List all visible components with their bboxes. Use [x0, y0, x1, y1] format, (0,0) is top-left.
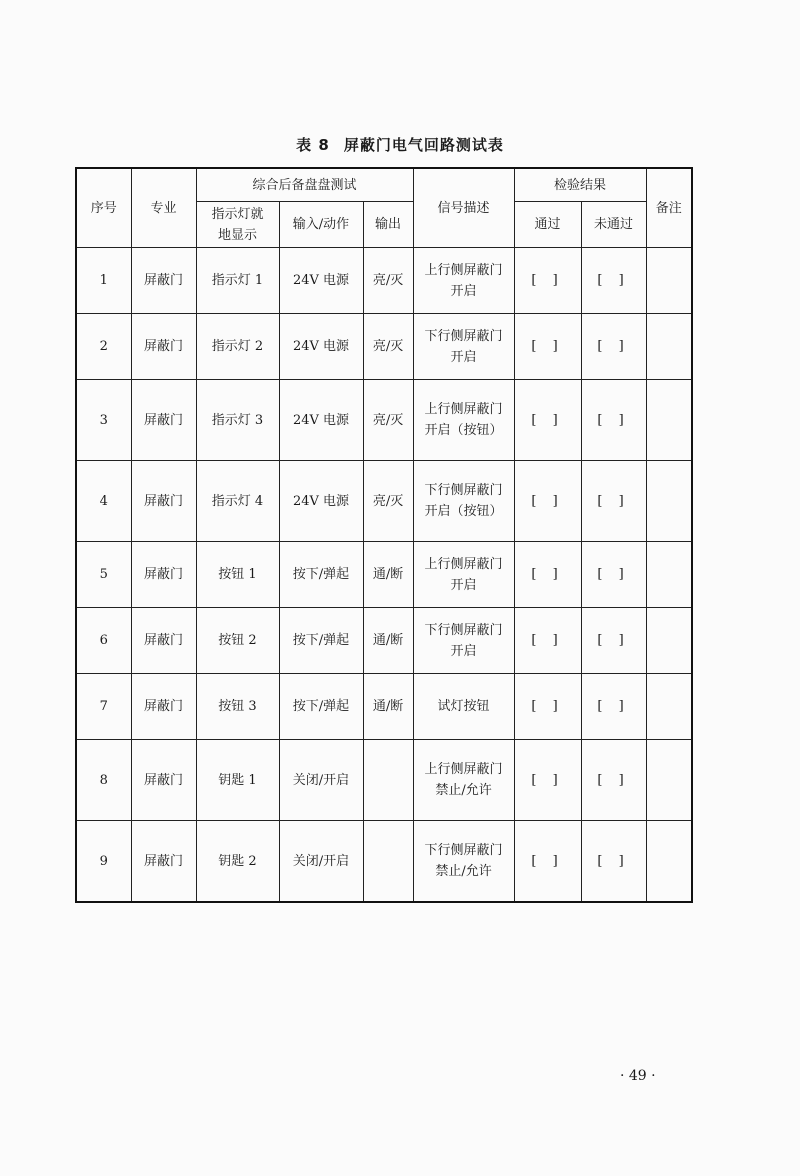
cell-input: 按下/弹起 — [279, 608, 363, 674]
cell-indicator: 指示灯 1 — [196, 248, 279, 314]
cell-signal: 上行侧屏蔽门开启（按钮） — [413, 380, 514, 461]
cell-seq: 1 — [76, 248, 131, 314]
cell-seq: 5 — [76, 542, 131, 608]
cell-output: 亮/灭 — [363, 380, 413, 461]
cell-indicator: 按钮 2 — [196, 608, 279, 674]
cell-remark — [646, 314, 692, 380]
header-output: 输出 — [363, 202, 413, 248]
header-panel-test: 综合后备盘盘测试 — [196, 168, 413, 202]
header-seq: 序号 — [76, 168, 131, 248]
header-indicator: 指示灯就地显示 — [196, 202, 279, 248]
cell-discipline: 屏蔽门 — [131, 542, 196, 608]
cell-output: 通/断 — [363, 542, 413, 608]
cell-signal: 下行侧屏蔽门禁止/允许 — [413, 821, 514, 903]
header-pass: 通过 — [514, 202, 581, 248]
cell-output: 通/断 — [363, 608, 413, 674]
cell-remark — [646, 740, 692, 821]
cell-pass[interactable]: [ ] — [514, 740, 581, 821]
cell-indicator: 指示灯 2 — [196, 314, 279, 380]
cell-output — [363, 740, 413, 821]
cell-seq: 6 — [76, 608, 131, 674]
cell-remark — [646, 461, 692, 542]
cell-remark — [646, 248, 692, 314]
table-row — [76, 248, 692, 314]
table-title — [0, 134, 800, 155]
cell-fail[interactable]: [ ] — [581, 674, 646, 740]
table-row — [76, 461, 692, 542]
cell-discipline: 屏蔽门 — [131, 461, 196, 542]
cell-remark — [646, 674, 692, 740]
cell-indicator: 钥匙 1 — [196, 740, 279, 821]
cell-signal: 上行侧屏蔽门开启 — [413, 248, 514, 314]
cell-seq: 8 — [76, 740, 131, 821]
header-fail: 未通过 — [581, 202, 646, 248]
cell-discipline: 屏蔽门 — [131, 608, 196, 674]
cell-remark — [646, 608, 692, 674]
cell-discipline: 屏蔽门 — [131, 674, 196, 740]
cell-discipline: 屏蔽门 — [131, 740, 196, 821]
cell-fail[interactable]: [ ] — [581, 740, 646, 821]
cell-output: 通/断 — [363, 674, 413, 740]
cell-pass[interactable]: [ ] — [514, 608, 581, 674]
cell-pass[interactable]: [ ] — [514, 248, 581, 314]
cell-output: 亮/灭 — [363, 248, 413, 314]
cell-seq: 3 — [76, 380, 131, 461]
table-number: 表 8 — [296, 136, 330, 154]
cell-fail[interactable]: [ ] — [581, 461, 646, 542]
cell-pass[interactable]: [ ] — [514, 674, 581, 740]
header-row — [76, 168, 692, 202]
cell-input: 按下/弹起 — [279, 674, 363, 740]
cell-output — [363, 821, 413, 903]
cell-input: 24V 电源 — [279, 248, 363, 314]
cell-seq: 4 — [76, 461, 131, 542]
cell-pass[interactable]: [ ] — [514, 542, 581, 608]
header-result: 检验结果 — [514, 168, 646, 202]
cell-discipline: 屏蔽门 — [131, 380, 196, 461]
table-row — [76, 821, 692, 903]
cell-indicator: 按钮 1 — [196, 542, 279, 608]
cell-output: 亮/灭 — [363, 314, 413, 380]
cell-input: 按下/弹起 — [279, 542, 363, 608]
cell-signal: 下行侧屏蔽门开启 — [413, 314, 514, 380]
cell-fail[interactable]: [ ] — [581, 542, 646, 608]
cell-discipline: 屏蔽门 — [131, 314, 196, 380]
cell-seq: 7 — [76, 674, 131, 740]
cell-seq: 2 — [76, 314, 131, 380]
page-number: · 49 · — [620, 1068, 656, 1084]
table-row — [76, 674, 692, 740]
table-row — [76, 608, 692, 674]
cell-pass[interactable]: [ ] — [514, 380, 581, 461]
cell-input: 关闭/开启 — [279, 821, 363, 903]
table-row — [76, 380, 692, 461]
table-row — [76, 542, 692, 608]
header-remark: 备注 — [646, 168, 692, 248]
cell-signal: 上行侧屏蔽门开启 — [413, 542, 514, 608]
cell-signal: 上行侧屏蔽门禁止/允许 — [413, 740, 514, 821]
cell-input: 24V 电源 — [279, 461, 363, 542]
header-discipline: 专业 — [131, 168, 196, 248]
cell-input: 24V 电源 — [279, 380, 363, 461]
cell-pass[interactable]: [ ] — [514, 461, 581, 542]
cell-input: 24V 电源 — [279, 314, 363, 380]
cell-signal: 下行侧屏蔽门开启 — [413, 608, 514, 674]
cell-input: 关闭/开启 — [279, 740, 363, 821]
cell-signal: 下行侧屏蔽门开启（按钮） — [413, 461, 514, 542]
cell-fail[interactable]: [ ] — [581, 248, 646, 314]
cell-signal: 试灯按钮 — [413, 674, 514, 740]
cell-fail[interactable]: [ ] — [581, 608, 646, 674]
cell-remark — [646, 821, 692, 903]
cell-remark — [646, 380, 692, 461]
cell-seq: 9 — [76, 821, 131, 903]
cell-output: 亮/灭 — [363, 461, 413, 542]
table-row — [76, 740, 692, 821]
cell-indicator: 指示灯 3 — [196, 380, 279, 461]
test-table — [75, 167, 693, 903]
cell-indicator: 指示灯 4 — [196, 461, 279, 542]
cell-fail[interactable]: [ ] — [581, 314, 646, 380]
cell-indicator: 按钮 3 — [196, 674, 279, 740]
cell-pass[interactable]: [ ] — [514, 821, 581, 903]
table-title-text: 屏蔽门电气回路测试表 — [343, 136, 504, 154]
cell-remark — [646, 542, 692, 608]
cell-discipline: 屏蔽门 — [131, 248, 196, 314]
cell-fail[interactable]: [ ] — [581, 821, 646, 903]
cell-discipline: 屏蔽门 — [131, 821, 196, 903]
header-signal: 信号描述 — [413, 168, 514, 248]
cell-indicator: 钥匙 2 — [196, 821, 279, 903]
header-input: 输入/动作 — [279, 202, 363, 248]
table-row — [76, 314, 692, 380]
cell-fail[interactable]: [ ] — [581, 380, 646, 461]
cell-pass[interactable]: [ ] — [514, 314, 581, 380]
